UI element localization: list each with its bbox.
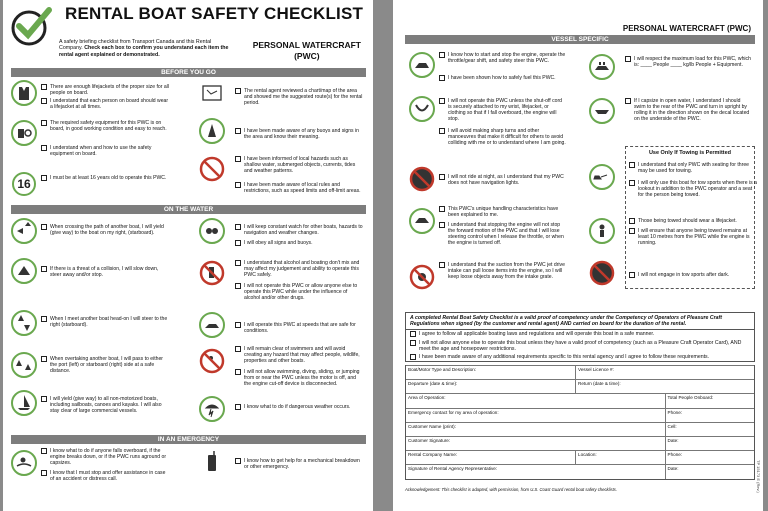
checkbox[interactable] bbox=[410, 354, 416, 360]
sailboat-icon bbox=[11, 390, 37, 416]
checklist-item[interactable]: I will remain clear of swimmers and will avoid creating any hazard that may affect people, wildlife, properties and other boats. bbox=[235, 346, 363, 364]
checkbox[interactable] bbox=[41, 224, 47, 230]
checklist-item[interactable]: When I meet another boat head-on I will steer to the right (starboard). bbox=[41, 316, 169, 328]
buoy-icon bbox=[199, 118, 225, 144]
checkbox[interactable] bbox=[235, 156, 241, 162]
checklist-item[interactable]: I understand that alcohol and boating don't mix and may affect my judgement and ability to operate this PWC safely. bbox=[235, 260, 363, 278]
checkbox[interactable] bbox=[629, 218, 635, 224]
ack-item[interactable]: I have been made aware of any additional requirements specific to this rental agency and I agree to follow these requirements. bbox=[406, 353, 754, 361]
no-swimming-icon bbox=[199, 348, 225, 374]
jet-intake-icon bbox=[409, 264, 435, 290]
checkbox[interactable] bbox=[410, 340, 416, 346]
form-field[interactable]: Location: bbox=[575, 451, 665, 464]
checklist-item[interactable]: This PWC's unique handling characteristics have been explained to me. bbox=[439, 206, 567, 218]
crossing-boats-icon bbox=[11, 218, 37, 244]
head-on-icon bbox=[11, 310, 37, 336]
checklist-item[interactable]: I will obey all signs and buoys. bbox=[235, 240, 363, 246]
checkbox[interactable] bbox=[439, 52, 445, 58]
checklist-item[interactable]: The required safety equipment for this PWC is on board, in good working condition and easy to reach. bbox=[41, 120, 169, 132]
form-field[interactable]: Customer Signature: bbox=[408, 437, 451, 443]
checklist-item[interactable]: I will not engage in tow sports after dark. bbox=[629, 272, 757, 278]
checkbox[interactable] bbox=[41, 120, 47, 126]
checklist-item[interactable]: I understand that each person on board should wear a lifejacket at all times. bbox=[41, 98, 169, 110]
checkbox[interactable] bbox=[629, 180, 635, 186]
max-load-icon bbox=[589, 54, 615, 80]
form-row bbox=[406, 408, 754, 422]
form-field[interactable]: Date: bbox=[665, 465, 755, 478]
lookout-icon bbox=[199, 218, 225, 244]
checklist-item[interactable]: If I capsize in open water, I understand I should swim to the rear of the PWC and turn in upright by rolling it in the direction shown on the decal located on the underside of the PWC. bbox=[625, 98, 753, 122]
checkbox[interactable] bbox=[235, 458, 241, 464]
checklist-item[interactable]: The rental agent reviewed a chart/map of the area and showed me the suggested route(s) for the rental period. bbox=[235, 88, 363, 106]
checklist-item[interactable]: I understand that only PWC with seating for three may be used for towing. bbox=[629, 162, 757, 174]
checkbox[interactable] bbox=[439, 128, 445, 134]
checklist-item[interactable]: I know how to start and stop the engine, operate the throttle/gear shift, and safety steer this PWC. bbox=[439, 52, 567, 64]
form-row bbox=[406, 436, 754, 450]
checklist-item[interactable]: When overtaking another boat, I will pass to either the port (left) or starboard (right) side at a safe distance. bbox=[41, 356, 169, 374]
form-row bbox=[406, 422, 754, 436]
checklist-item[interactable]: Those being towed should wear a lifejacket. bbox=[629, 218, 757, 224]
checkbox[interactable] bbox=[235, 283, 241, 289]
checkbox[interactable] bbox=[625, 98, 631, 104]
minimum-age-badge: 16 bbox=[12, 172, 36, 196]
checkbox[interactable] bbox=[439, 206, 445, 212]
checklist-item[interactable]: I have been made aware of local rules and restrictions, such as speed limits and off-limit areas. bbox=[235, 182, 363, 194]
towing-icon bbox=[589, 164, 615, 190]
checklist-item[interactable]: I will not ride at night, as I understand that my PWC does not have navigation lights. bbox=[439, 174, 567, 186]
checklist-item[interactable]: I must be at least 16 years old to operate this PWC. bbox=[41, 175, 169, 181]
checkbox[interactable] bbox=[410, 331, 416, 337]
no-night-riding-icon bbox=[409, 166, 435, 192]
checkbox[interactable] bbox=[235, 88, 241, 94]
checkbox[interactable] bbox=[41, 145, 47, 151]
checkbox[interactable] bbox=[41, 175, 47, 181]
checkbox[interactable] bbox=[235, 346, 241, 352]
checklist-item[interactable]: I understand that the suction from the PWC jet drive intake can pull loose items into the engine, so I will keep loose objects away from the intake grate. bbox=[439, 262, 567, 280]
checklist-item[interactable]: There are enough lifejackets of the proper size for all people on board. bbox=[41, 84, 169, 96]
towing-title: Use Only If Towing is Permitted bbox=[648, 150, 732, 156]
section-before-you-go: BEFORE YOU GO bbox=[11, 68, 366, 77]
intro-text: A safety briefing checklist from Transport Canada and this Rental Company. Check each box to confirm you understand each item the rental agent explained or demonstrated. bbox=[59, 39, 229, 58]
form-row bbox=[406, 365, 754, 379]
checkbox[interactable] bbox=[439, 262, 445, 268]
checkbox[interactable] bbox=[41, 356, 47, 362]
form-field[interactable]: Rental Company Name: bbox=[408, 452, 458, 458]
pwc-header: PERSONAL WATERCRAFT (PWC) bbox=[622, 24, 751, 33]
checklist-item[interactable]: I understand that stopping the engine will not stop the forward motion of the PWC and that I will lose steering control when I release the throttle, or when the engine is turned off. bbox=[439, 222, 567, 246]
pwc-heading: PERSONAL WATERCRAFT (PWC) bbox=[252, 40, 361, 61]
no-alcohol-icon bbox=[199, 260, 225, 286]
form-row bbox=[406, 450, 754, 464]
capsize-recovery-icon bbox=[589, 98, 615, 124]
checkbox[interactable] bbox=[235, 182, 241, 188]
form-field[interactable]: Date: bbox=[665, 437, 755, 450]
checkbox[interactable] bbox=[439, 222, 445, 228]
form-row bbox=[406, 464, 754, 478]
checklist-item[interactable]: I will respect the maximum load for this PWC, which is: ____ People ____ kg/lb People + Equipment. bbox=[625, 56, 753, 68]
checklist-item[interactable]: If there is a threat of a collision, I will slow down, steer away and/or stop. bbox=[41, 266, 169, 278]
shut-off-cord-icon bbox=[409, 96, 435, 122]
form-field[interactable]: Area of Operation: bbox=[408, 395, 446, 401]
checklist-item[interactable]: I have been informed of local hazards such as shallow water, submerged objects, currents, tides and weather patterns. bbox=[235, 156, 363, 174]
checklist-item[interactable]: I will not operate this PWC unless the shut-off cord is securely attached to my wrist, lifejacket, or clothing so that if I fall overboard, the engine will stop. bbox=[439, 98, 567, 122]
form-field[interactable]: Signature of Rental Agency Representative: bbox=[408, 466, 498, 472]
checklist-item[interactable]: I have been made aware of any buoys and signs in the area and know their meaning. bbox=[235, 128, 363, 140]
engine-start-icon bbox=[409, 52, 435, 78]
checklist-page-2 bbox=[393, 0, 763, 511]
checklist-item[interactable]: I will yield (give way) to all non-motorized boats, including sailboats, canoes and kayaks. I will also stay clear of large commercial vessels. bbox=[41, 396, 169, 414]
checkbox[interactable] bbox=[629, 162, 635, 168]
checkbox[interactable] bbox=[235, 322, 241, 328]
storm-weather-icon bbox=[199, 396, 225, 422]
checkbox[interactable] bbox=[41, 98, 47, 104]
checkbox[interactable] bbox=[41, 448, 47, 454]
checkbox[interactable] bbox=[439, 174, 445, 180]
checklist-item[interactable]: I will avoid making sharp turns and other manoeuvres that make it difficult for others to avoid colliding with me or to understand where I am going. bbox=[439, 128, 567, 146]
checkbox[interactable] bbox=[41, 84, 47, 90]
checkbox[interactable] bbox=[629, 272, 635, 278]
form-field[interactable]: Phone: bbox=[665, 409, 755, 422]
no-night-towing-icon bbox=[589, 260, 615, 286]
overtaking-icon bbox=[11, 352, 37, 378]
rental-details-form bbox=[405, 365, 755, 480]
checkbox[interactable] bbox=[235, 128, 241, 134]
pwc-handling-icon bbox=[409, 208, 435, 234]
section-in-an-emergency: IN AN EMERGENCY bbox=[11, 435, 366, 444]
section-on-the-water: ON THE WATER bbox=[11, 205, 366, 214]
form-field[interactable]: Total People Onboard: bbox=[665, 394, 755, 407]
document-code: TP 15173 E (Rev.) bbox=[756, 460, 761, 493]
checklist-page-1 bbox=[3, 0, 373, 511]
person-overboard-icon bbox=[11, 450, 37, 476]
checklist-item[interactable]: I will operate this PWC at speeds that are safe for conditions. bbox=[235, 322, 363, 334]
safety-equipment-icon bbox=[11, 120, 37, 146]
form-field[interactable]: Customer Name (print): bbox=[408, 423, 456, 429]
checkbox[interactable] bbox=[629, 228, 635, 234]
form-field[interactable]: Phone: bbox=[665, 451, 755, 464]
checkbox[interactable] bbox=[439, 98, 445, 104]
form-field[interactable]: Vessel Licence #: bbox=[575, 366, 754, 379]
form-field[interactable]: Departure (date & time): bbox=[408, 381, 458, 387]
form-field[interactable]: Return (date & time): bbox=[575, 380, 754, 393]
checklist-item[interactable]: I know how to get help for a mechanical breakdown or other emergency. bbox=[235, 458, 363, 470]
footnote: Acknowledgement: This checklist is adapted, with permission, from U.S. Coast Guard rental boat safety checklists. bbox=[405, 487, 618, 492]
checkbox[interactable] bbox=[41, 316, 47, 322]
checkbox[interactable] bbox=[625, 56, 631, 62]
chart-map-icon bbox=[199, 80, 225, 106]
checklist-item[interactable]: I will not operate this PWC or allow anyone else to operate this PWC while under the influence of alcohol and/or other drugs. bbox=[235, 283, 363, 301]
checklist-item[interactable]: I know that I must stop and offer assistance in case of an accident or distress call. bbox=[41, 470, 169, 482]
checkbox[interactable] bbox=[235, 260, 241, 266]
checklist-item[interactable]: I will only use this boat for tow sports when there is a lookout in addition to the PWC operator and a seat for the person being towed. bbox=[629, 180, 757, 198]
checklist-item[interactable]: I will not allow swimming, diving, sliding, or jumping from or near the PWC unless the motor is off, and the engine cut-off device is disconnected. bbox=[235, 369, 363, 387]
form-field[interactable]: Boat/Motor Type and Description: bbox=[408, 367, 477, 372]
checklist-item[interactable]: I will ensure that anyone being towed remains at least 10 metres from the PWC while the engine is running. bbox=[629, 228, 757, 246]
safe-speed-icon bbox=[199, 312, 225, 338]
form-field[interactable]: Cell: bbox=[665, 423, 755, 436]
acknowledgement-box bbox=[405, 312, 755, 362]
checkmark-logo-icon bbox=[9, 4, 53, 48]
section-vessel-specific: VESSEL SPECIFIC bbox=[405, 35, 755, 44]
lifejacket-icon bbox=[11, 80, 37, 106]
acknowledgement-intro: A completed Rental Boat Safety Checklist is a valid proof of competency under the Competency of Operators of Pleasure Craft Regulations when signed (by the customer and rental agent) AND carried on board for the duration of the rental. bbox=[406, 313, 754, 330]
form-row bbox=[406, 379, 754, 393]
hazard-prohibited-icon bbox=[199, 156, 225, 182]
checkbox[interactable] bbox=[41, 470, 47, 476]
checklist-item[interactable]: I will keep constant watch for other boats, hazards to navigation and weather changes. bbox=[235, 224, 363, 236]
checkbox[interactable] bbox=[439, 75, 445, 81]
collision-icon bbox=[11, 258, 37, 284]
checkbox[interactable] bbox=[235, 404, 241, 410]
towed-person-icon bbox=[589, 218, 615, 244]
ack-item[interactable]: I will not allow anyone else to operate this boat unless they have a valid proof of competency (such as a Pleasure Craft Operator Card), AND meet the age and horsepower restrictions. bbox=[406, 339, 754, 353]
checkbox[interactable] bbox=[235, 240, 241, 246]
ack-item[interactable]: I agree to follow all applicable boating laws and regulations and will operate this boat in a safe manner. bbox=[406, 330, 754, 338]
checkbox[interactable] bbox=[235, 369, 241, 375]
page-title: RENTAL BOAT SAFETY CHECKLIST bbox=[65, 4, 364, 23]
checklist-item[interactable]: I have been shown how to safely fuel this PWC. bbox=[439, 75, 567, 81]
checklist-item[interactable]: When crossing the path of another boat, I will yield (give way) to the boat on my right, (starboard). bbox=[41, 224, 169, 236]
checkbox[interactable] bbox=[41, 396, 47, 402]
form-field[interactable]: Emergency contact for my area of operation: bbox=[408, 409, 499, 415]
checklist-item[interactable]: I know what to do if anyone falls overboard, if the engine breaks down, or if the PWC runs aground or capsizes. bbox=[41, 448, 169, 466]
checklist-item[interactable]: I know what to do if dangerous weather occurs. bbox=[235, 404, 363, 410]
checklist-item[interactable]: I understand when and how to use the safety equipment on board. bbox=[41, 145, 169, 157]
vhf-radio-icon bbox=[199, 450, 225, 476]
checkbox[interactable] bbox=[235, 224, 241, 230]
form-row bbox=[406, 393, 754, 407]
checkbox[interactable] bbox=[41, 266, 47, 272]
